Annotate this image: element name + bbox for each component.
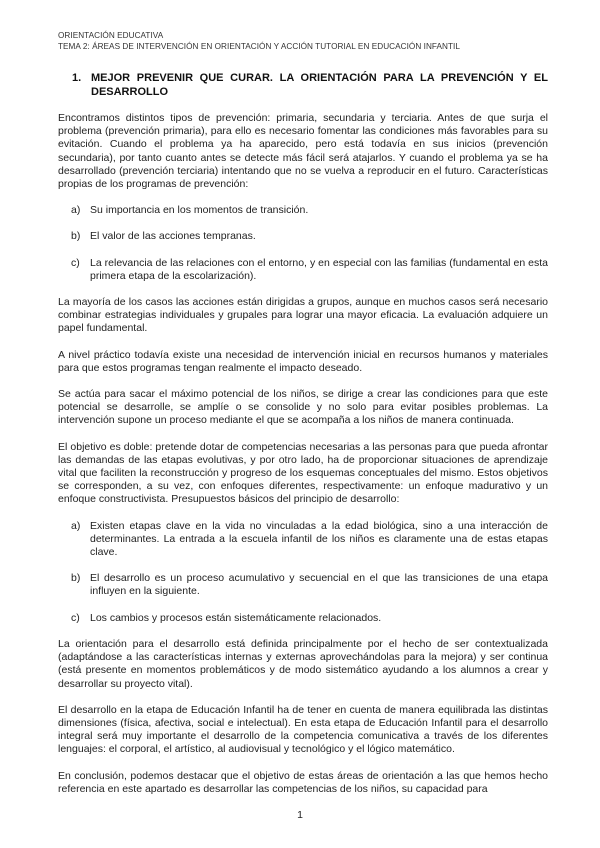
list-item [58, 612, 548, 625]
header-course: ORIENTACIÓN EDUCATIVA [58, 31, 164, 40]
list-item-text: Su importancia en los momentos de transición. [90, 204, 309, 217]
page-number: 1 [297, 809, 303, 821]
list-item-text: El desarrollo es un proceso acumulativo y secuencial en el que las transiciones de una etapa influyen en la siguiente. [90, 572, 548, 598]
paragraph-infant-stage: El desarrollo en la etapa de Educación Infantil ha de tener en cuenta de manera equilibrada las distintas dimensiones (física, afectiva, social e intelectual). En esta etapa de Educación Infantil para el desarrollo integral será muy importante el desarrollo de la competencia comunicativa a través de los diferentes lenguajes: el corporal, el artístico, al audiovisual y tecnológico y el lógico matemático. [58, 703, 548, 756]
list-marker: b) [71, 230, 81, 243]
section-title: MEJOR PREVENIR QUE CURAR. LA ORIENTACIÓN PARA LA PREVENCIÓN Y EL DESARROLLO [91, 72, 548, 98]
list-item [58, 204, 548, 217]
running-header [58, 30, 548, 52]
list-item [58, 230, 548, 243]
list-marker: a) [71, 519, 81, 532]
list-item-text: El valor de las acciones tempranas. [90, 230, 256, 243]
list-marker: c) [71, 611, 80, 624]
list-item [58, 257, 548, 283]
section-number: 1. [72, 72, 82, 84]
list-item-text: Existen etapas clave en la vida no vinculadas a la edad biológica, sino a una interacción de determinantes. La entrada a la escuela infantil de los niños es claramente una de estas etapas clave. [90, 519, 548, 559]
list-marker: c) [71, 256, 80, 269]
list-item [58, 520, 548, 560]
paragraph-objective: El objetivo es doble: pretende dotar de competencias necesarias a las personas para que pueda afrontar las demandas de las etapas evolutivas, y por otro lado, ha de proporcionar situaciones de aprendizaje vital que faciliten la reconstrucción y progreso de los esquemas conceptuales del mismo. Estos objetivos se corresponden, a su vez, con enfoques diferentes, respectivamente: un enfoque madurativo y un enfoque constructivista. Presupuestos básicos del principio de desarrollo: [58, 440, 548, 506]
list-marker: b) [71, 572, 81, 585]
list-item [58, 572, 548, 598]
paragraph-potential: Se actúa para sacar el máximo potencial de los niños, se dirige a crear las condiciones para que este potencial se desarrolle, se amplíe o se consolide y no solo para evitar posibles problemas. La intervención supone un proceso mediante el que se acompaña a los niños de manera continuada. [58, 388, 548, 427]
list-item-text: Los cambios y procesos están sistemáticamente relacionados. [90, 611, 382, 624]
header-topic: TEMA 2: ÁREAS DE INTERVENCIÓN EN ORIENTACIÓN Y ACCIÓN TUTORIAL EN EDUCACIÓN INFANTIL [58, 42, 460, 51]
development-principles-list [58, 520, 548, 625]
paragraph-contextualized: La orientación para el desarrollo está definida principalmente por el hecho de ser contextualizada (adaptándose a las características internas y externas aprovechándolas para la mejora) y ser continua (está presente en momentos problemáticos y de modo sistemático ayudando a los alumnos a crear y desarrollar su proyecto vital). [58, 637, 548, 690]
list-item-text: La relevancia de las relaciones con el entorno, y en especial con las familias (fundamental en esta primera etapa de la escolarización). [90, 256, 548, 282]
prevention-characteristics-list [58, 204, 548, 283]
paragraph-group-actions: La mayoría de los casos las acciones están dirigidas a grupos, aunque en muchos casos será necesario combinar estrategias individuales y grupales para lograr una mayor eficacia. La evaluación adquiere un papel fundamental. [58, 296, 548, 335]
paragraph-conclusion: En conclusión, podemos destacar que el objetivo de estas áreas de orientación a las que hemos hecho referencia en este apartado es desarrollar las competencias de los niños, su capacidad para [58, 769, 548, 795]
section-heading [72, 71, 548, 99]
body-text [58, 112, 548, 809]
paragraph-practical-level: A nivel práctico todavía existe una necesidad de intervención inicial en recursos humanos y materiales para que estos programas tengan realmente el impacto deseado. [58, 348, 548, 374]
paragraph-prevention-types: Encontramos distintos tipos de prevención: primaria, secundaria y terciaria. Antes de que surja el problema (prevención primaria), para ello es necesario fomentar las condiciones más favorables para su evitación. Cuando el problema ya ha aparecido, pero está todavía en sus inicios (prevención secundaria), por tanto cuanto antes se detecte más fácil será atajarlos. Y cuando el problema ya se ha desarrollado (prevención terciaria) intentando que no se vuelva a reproducir en el futuro. Características propias de los programas de prevención: [58, 112, 548, 191]
list-marker: a) [71, 204, 81, 217]
